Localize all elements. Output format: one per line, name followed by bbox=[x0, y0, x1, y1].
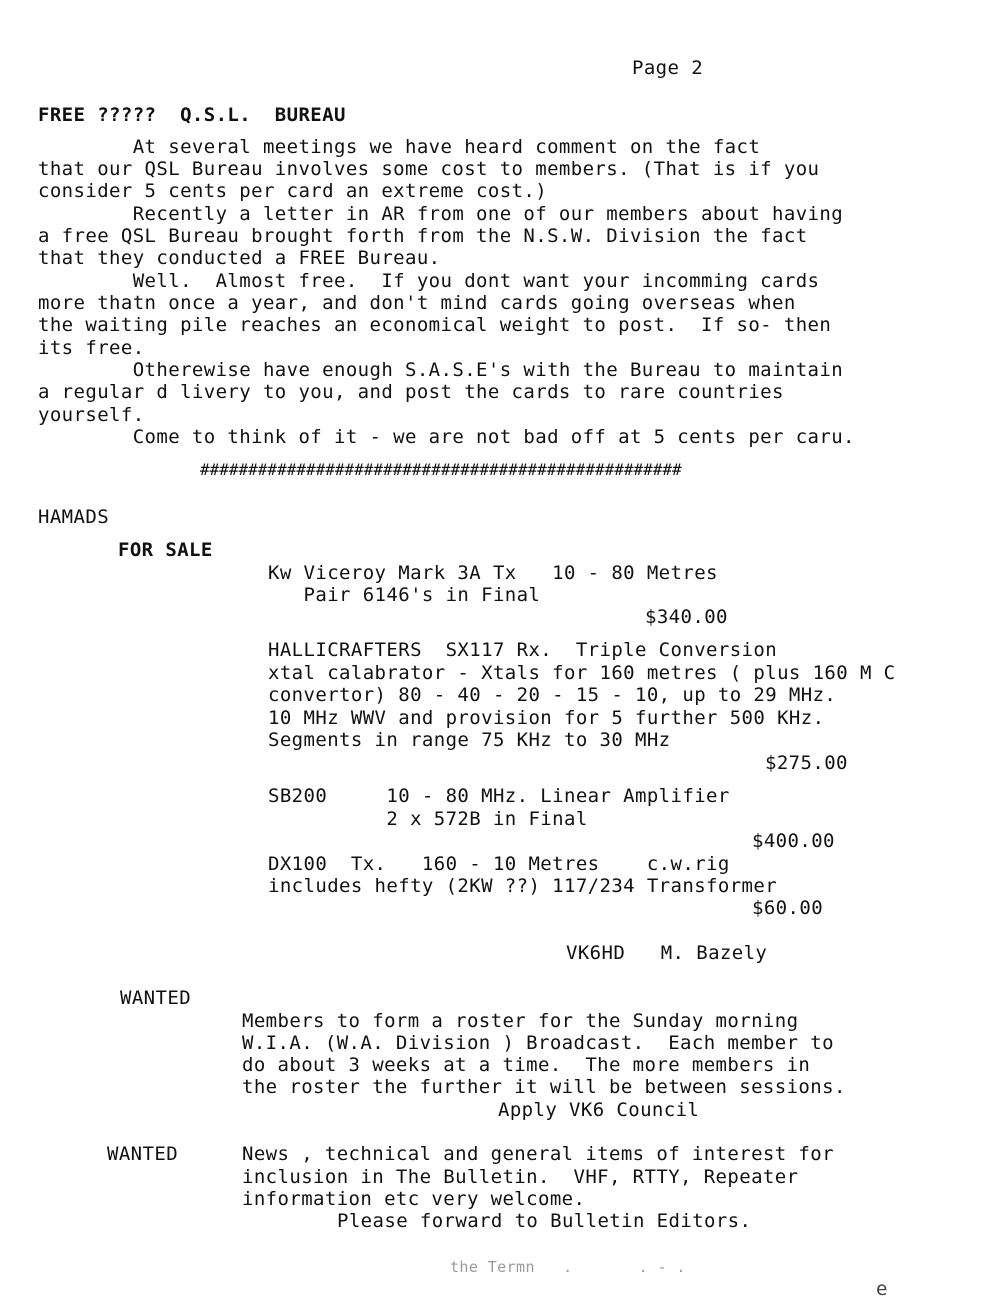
page-number: Page 2 bbox=[632, 57, 704, 79]
qsl-line: yourself. bbox=[38, 404, 145, 426]
qsl-line: consider 5 cents per card an extreme cost.) bbox=[38, 180, 548, 202]
item-price: $60.00 bbox=[752, 897, 824, 919]
qsl-line: Well. Almost free. If you dont want your incomming cards bbox=[38, 270, 820, 292]
qsl-line: a regular d livery to you, and post the cards to rare countries bbox=[38, 381, 784, 403]
item-price: $275.00 bbox=[765, 752, 848, 774]
qsl-line: Come to think of it - we are not bad off at 5 cents per caru. bbox=[38, 426, 855, 448]
qsl-line: more thatn once a year, and don't mind cards going overseas when bbox=[38, 292, 796, 314]
qsl-line: Otherewise have enough S.A.S.E's with the Bureau to maintain bbox=[38, 359, 844, 381]
wanted-line: the roster the further it will be between sessions. bbox=[242, 1076, 846, 1098]
qsl-line: a free QSL Bureau brought forth from the N.S.W. Division the fact bbox=[38, 225, 808, 247]
wanted-label: WANTED bbox=[120, 987, 192, 1009]
qsl-line: Recently a letter in AR from one of our members about having bbox=[38, 203, 844, 225]
item-price: $400.00 bbox=[752, 830, 835, 852]
hash-divider: ################################################## bbox=[200, 460, 682, 479]
item-line: DX100 Tx. 160 - 10 Metres c.w.rig bbox=[268, 853, 730, 875]
qsl-heading: FREE ????? Q.S.L. BUREAU bbox=[38, 104, 346, 126]
wanted-line: information etc very welcome. bbox=[242, 1188, 586, 1210]
seller-signature: VK6HD M. Bazely bbox=[566, 942, 768, 964]
hamads-heading: HAMADS bbox=[38, 506, 110, 528]
item-line: xtal calabrator - Xtals for 160 metres ( plus 160 M C bbox=[268, 662, 896, 684]
item-line: SB200 10 - 80 MHz. Linear Amplifier bbox=[268, 785, 730, 807]
item-line: 10 MHz WWV and provision for 5 further 500 KHz. bbox=[268, 707, 825, 729]
item-line: Pair 6146's in Final bbox=[268, 584, 541, 606]
faint-footer-char: e bbox=[876, 1278, 888, 1300]
qsl-line: the waiting pile reaches an economical weight to post. If so- then bbox=[38, 314, 832, 336]
for-sale-label: FOR SALE bbox=[118, 539, 213, 561]
wanted-line: inclusion in The Bulletin. VHF, RTTY, Repeater bbox=[242, 1166, 799, 1188]
wanted-line: Members to form a roster for the Sunday morning bbox=[242, 1010, 799, 1032]
wanted-label: WANTED bbox=[107, 1143, 179, 1165]
item-line: 2 x 572B in Final bbox=[268, 808, 588, 830]
wanted-line: News , technical and general items of interest for bbox=[242, 1143, 834, 1165]
faint-footer-text: the Termn . . - . bbox=[450, 1258, 686, 1276]
qsl-line: that they conducted a FREE Bureau. bbox=[38, 247, 441, 269]
qsl-line: At several meetings we have heard comment on the fact bbox=[38, 136, 761, 158]
qsl-line: that our QSL Bureau involves some cost to members. (That is if you bbox=[38, 158, 820, 180]
item-line: HALLICRAFTERS SX117 Rx. Triple Conversion bbox=[268, 639, 778, 661]
item-price: $340.00 bbox=[645, 606, 728, 628]
wanted-line: do about 3 weeks at a time. The more members in bbox=[242, 1054, 811, 1076]
wanted-forward: Please forward to Bulletin Editors. bbox=[337, 1210, 752, 1232]
item-line: includes hefty (2KW ??) 117/234 Transformer bbox=[268, 875, 778, 897]
item-line: Segments in range 75 KHz to 30 MHz bbox=[268, 729, 671, 751]
wanted-line: W.I.A. (W.A. Division ) Broadcast. Each member to bbox=[242, 1032, 834, 1054]
item-line: Kw Viceroy Mark 3A Tx 10 - 80 Metres bbox=[268, 562, 718, 584]
qsl-line: its free. bbox=[38, 337, 145, 359]
item-line: convertor) 80 - 40 - 20 - 15 - 10, up to 29 MHz. bbox=[268, 684, 837, 706]
wanted-apply: Apply VK6 Council bbox=[498, 1099, 700, 1121]
